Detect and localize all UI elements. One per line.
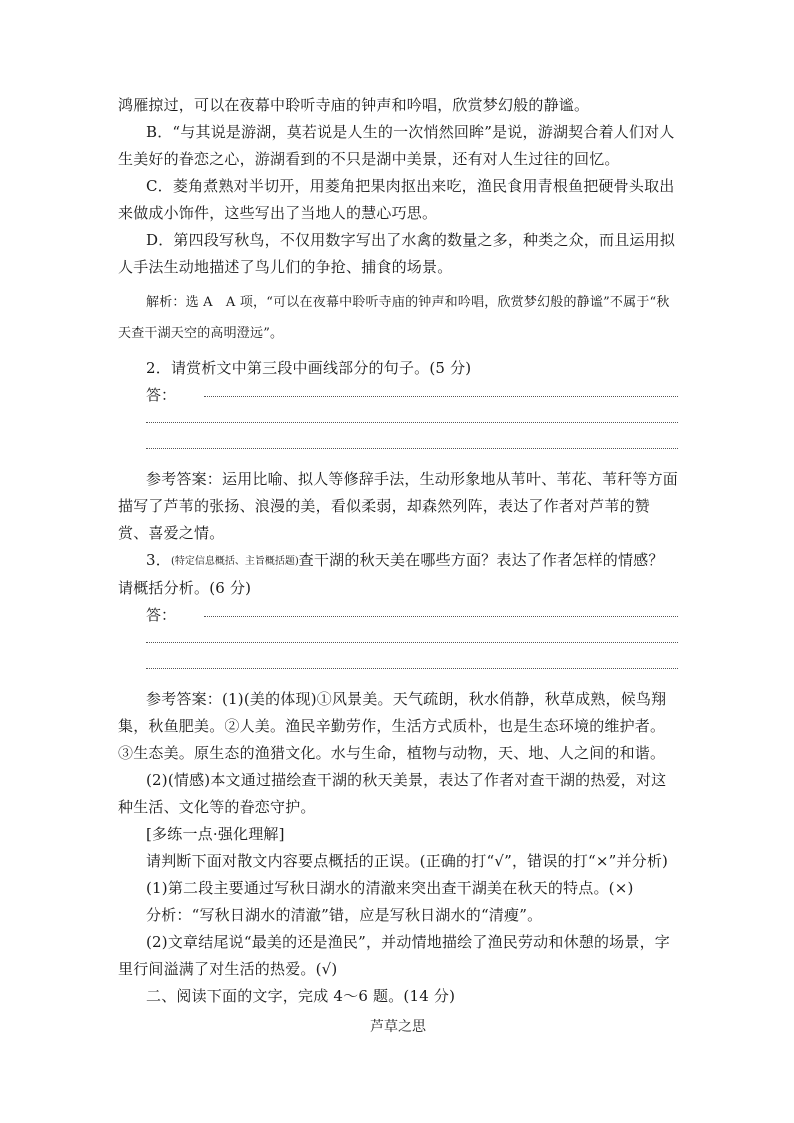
option-d: D．第四段写秋鸟，不仅用数字写出了水禽的数量之多，种类之众，而且运用拟人手法生动地描述了鸟儿们的争抢、捕食的场景。 <box>118 231 676 276</box>
judge-instructions: 请判断下面对散文内容要点概括的正误。(正确的打“√”，错误的打“×”并分析) <box>146 852 669 870</box>
answer-label: 答： <box>146 386 177 404</box>
answer-area-3c[interactable] <box>118 654 678 680</box>
answer-dotted-line <box>146 422 678 423</box>
answer-dotted-line <box>146 668 678 669</box>
answer-dotted-line <box>204 616 678 617</box>
reference-answer-2: 参考答案：运用比喻、拟人等修辞手法，生动形象地从苇叶、苇花、苇秆等方面描写了芦苇的张扬、浪漫的美，看似柔弱，却森然列阵，表达了作者对芦苇的赞赏、喜爱之情。 <box>118 470 679 542</box>
text-line: 鸿雁掠过，可以在夜幕中聆听寺庙的钟声和吟唱，欣赏梦幻般的静谧。 <box>118 96 590 114</box>
reference-answer-3: 参考答案：(1)(美的体现)①风景美。天气疏朗，秋水俏静，秋草成熟，候鸟翔集，秋鱼肥美。②人美。渔民辛勤劳作，生活方式质朴，也是生态环境的维护者。 ③生态美。原生态的渔猎文化。水与生命，植物与动物，天、地、人之间的和谐。 <box>118 690 667 762</box>
answer-dotted-line <box>146 642 678 643</box>
reference-answer-3b: (2)(情感)本文通过描绘查干湖的秋天美景，表达了作者对查干湖的热爱，对这种生活、文化等的眷恋守护。 <box>118 771 667 816</box>
judge-item-1-analysis: 分析：“写秋日湖水的清澈”错，应是写秋日湖水的“清瘦”。 <box>146 906 543 924</box>
answer-area-3b[interactable] <box>118 628 678 654</box>
answer-area-2c[interactable] <box>118 434 678 460</box>
part-2-heading: 二、阅读下面的文字，完成 4～6 题。(14 分) <box>146 987 456 1005</box>
section-heading: [多练一点·强化理解] <box>146 825 285 843</box>
document-page <box>118 92 678 1055</box>
question-number: 3． <box>146 551 171 569</box>
analysis: 解析：选 A A 项，“可以在夜幕中聆听寺庙的钟声和吟唱，欣赏梦幻般的静谧”不属于“秋天查干湖天空的高明澄远”。 <box>118 295 670 341</box>
question-2: 2．请赏析文中第三段中画线部分的句子。(5 分) <box>146 359 472 377</box>
judge-item-2: (2)文章结尾说“最美的还是渔民”，并动情地描绘了渔民劳动和休憩的场景，字里行间溢满了对生活的热爱。(√) <box>118 933 670 978</box>
answer-area-3[interactable] <box>118 602 678 628</box>
question-body: 查干湖的秋天美在哪些方面？表达了作者怎样的情感？请概括分析。(6 分) <box>118 551 664 597</box>
answer-area-2[interactable] <box>118 382 678 408</box>
answer-area-2b[interactable] <box>118 408 678 434</box>
answer-label: 答： <box>146 606 177 624</box>
option-b: B．“与其说是游湖，莫若说是人生的一次悄然回眸”是说，游湖契合着人们对人生美好的眷恋之心，游湖看到的不只是湖中美景，还有对人生过往的回忆。 <box>118 123 675 168</box>
judge-item-1: (1)第二段主要通过写秋日湖水的清澈来突出查干湖美在秋天的特点。(×) <box>146 879 634 897</box>
answer-dotted-line <box>204 396 678 397</box>
answer-dotted-line <box>146 448 678 449</box>
article-title: 芦草之思 <box>370 1019 426 1035</box>
question-type-tag: (特定信息概括、主旨概括题) <box>170 556 299 567</box>
question-3 <box>118 547 678 602</box>
option-c: C．菱角煮熟对半切开，用菱角把果肉抠出来吃，渔民食用青根鱼把硬骨头取出来做成小饰件，这些写出了当地人的慧心巧思。 <box>118 177 675 222</box>
